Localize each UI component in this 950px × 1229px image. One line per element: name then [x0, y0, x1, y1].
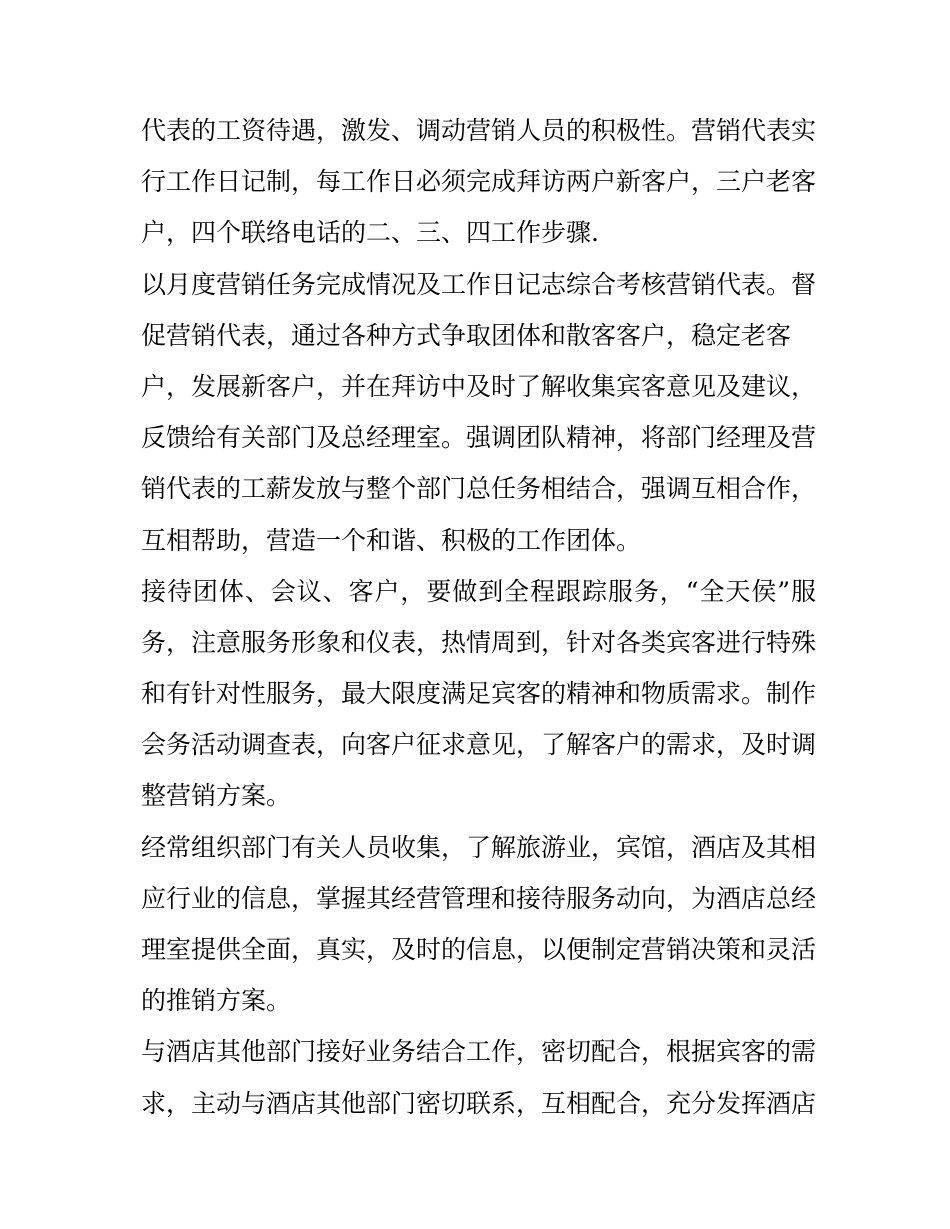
text-line: 反馈给有关部门及总经理室。强调团队精神，将部门经理及营	[141, 423, 816, 453]
text-line: 户，四个联络电话的二、三、四工作步骤.	[141, 218, 599, 248]
text-line: 经常组织部门有关人员收集，了解旅游业，宾馆，酒店及其相	[141, 832, 816, 862]
text-line: 求，主动与酒店其他部门密切联系，互相配合，充分发挥酒店	[141, 1088, 816, 1118]
text-line: 和有针对性服务，最大限度满足宾客的精神和物质需求。制作	[141, 679, 816, 709]
text-line: 以月度营销任务完成情况及工作日记志综合考核营销代表。督	[141, 269, 816, 299]
text-line: 会务活动调查表，向客户征求意见，了解客户的需求，及时调	[141, 730, 816, 760]
text-line: 户，发展新客户，并在拜访中及时了解收集宾客意见及建议，	[141, 371, 816, 401]
text-line: 务，注意服务形象和仪表，热情周到，针对各类宾客进行特殊	[141, 627, 816, 657]
text-line: 与酒店其他部门接好业务结合工作，密切配合，根据宾客的需	[141, 1037, 816, 1067]
text-line: 互相帮助，营造一个和谐、积极的工作团体。	[141, 525, 642, 555]
document-body	[141, 105, 816, 1129]
text-line: 理室提供全面，真实，及时的信息，以便制定营销决策和灵活	[141, 935, 816, 964]
text-line: 整营销方案。	[141, 781, 292, 811]
text-line: 应行业的信息，掌握其经营管理和接待服务动向，为酒店总经	[141, 883, 816, 913]
text-line: 的推销方案。	[141, 986, 292, 1016]
text-line: 代表的工资待遇，激发、调动营销人员的积极性。营销代表实	[141, 116, 816, 145]
text-line: 行工作日记制，每工作日必须完成拜访两户新客户，三户老客	[141, 167, 816, 197]
text-line: 销代表的工薪发放与整个部门总任务相结合，强调互相合作，	[141, 474, 816, 504]
text-line: 促营销代表，通过各种方式争取团体和散客客户，稳定老客	[141, 320, 792, 350]
text-line: 接待团体、会议、客户，要做到全程跟踪服务，“全天侯”服	[141, 576, 816, 606]
